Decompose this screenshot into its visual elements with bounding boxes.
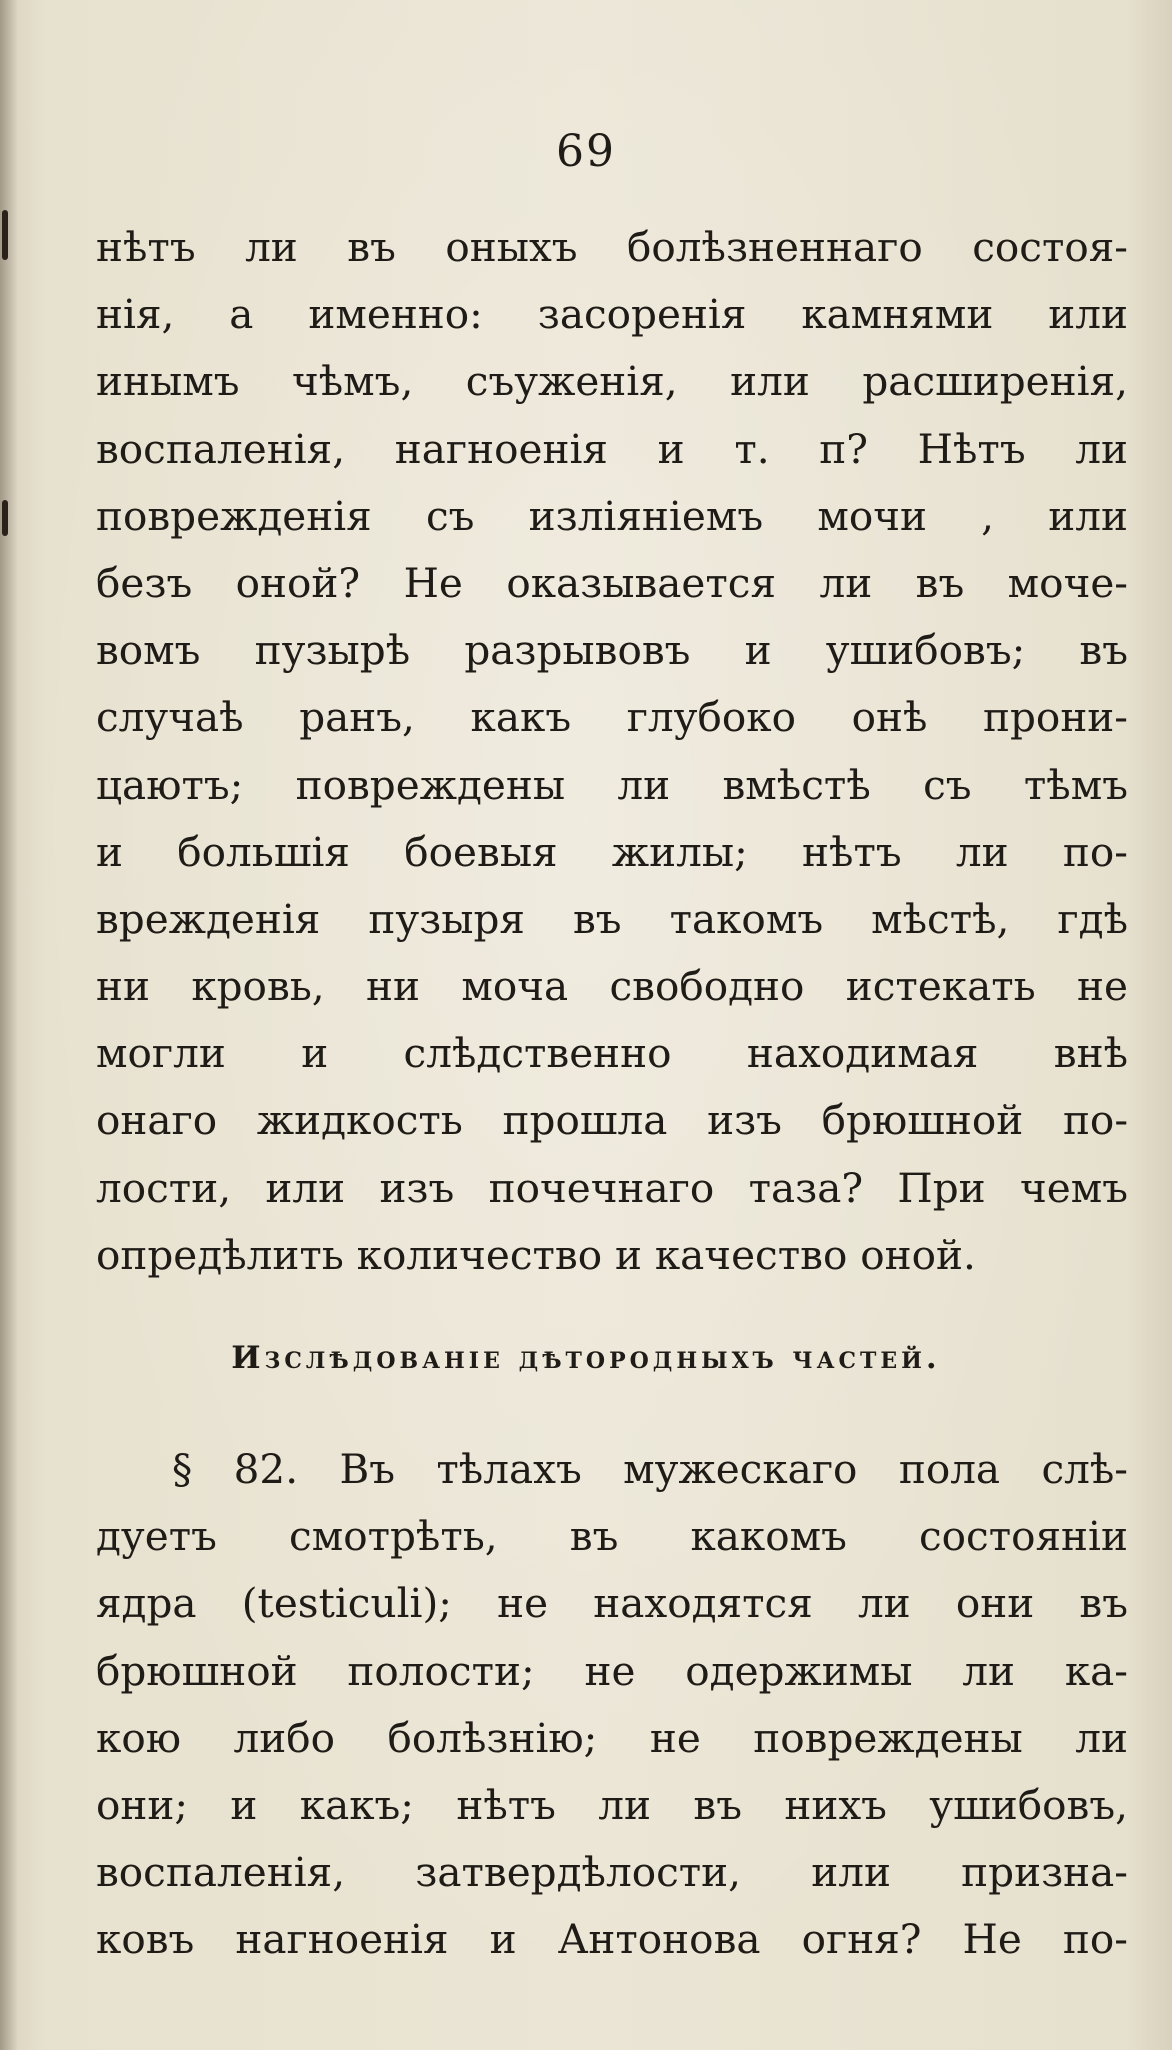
- body-paragraph-2: [96, 1436, 1128, 1974]
- text-line: врежденія пузыря въ такомъ мѣстѣ, гдѣ: [96, 894, 1128, 943]
- text-line: дуетъ смотрѣть, въ какомъ состояніи: [96, 1512, 1128, 1561]
- text-line: онаго жидкость прошла изъ брюшной по-: [96, 1096, 1128, 1145]
- text-line: цаютъ; повреждены ли вмѣстѣ съ тѣмъ: [96, 760, 1128, 809]
- text-line: нѣтъ ли въ оныхъ болѣзненнаго состоя-: [96, 223, 1128, 271]
- section-heading: Изслѣдованіе дѣтородныхъ частей.: [231, 1340, 941, 1376]
- body-paragraph-1: [96, 214, 1128, 1289]
- text-line: и большія боевыя жилы; нѣтъ ли по-: [96, 827, 1128, 876]
- text-line: нія, а именно: засоренія камнями или: [96, 290, 1128, 339]
- text-line: они; и какъ; нѣтъ ли въ нихъ ушибовъ,: [96, 1780, 1128, 1829]
- page-number: 69: [556, 126, 616, 177]
- text-line: поврежденія съ изліяніемъ мочи , или: [96, 491, 1128, 540]
- text-line: брюшной полости; не одержимы ли ка-: [96, 1646, 1128, 1695]
- text-line: могли и слѣдственно находимая внѣ: [96, 1029, 1128, 1078]
- text-line: § 82. Въ тѣлахъ мужескаго пола слѣ-: [172, 1445, 1128, 1493]
- text-line: ковъ нагноенія и Антонова огня? Не по-: [96, 1915, 1128, 1964]
- text-line: инымъ чѣмъ, съуженія, или расширенія,: [96, 357, 1128, 406]
- text-line: случаѣ ранъ, какъ глубоко онѣ прони-: [96, 693, 1128, 742]
- text-line: воспаленія, затвердѣлости, или призна-: [96, 1848, 1128, 1897]
- spine-shadow: [0, 0, 18, 2050]
- text-line: кою либо болѣзнію; не повреждены ли: [96, 1713, 1128, 1762]
- edge-mark: [2, 210, 8, 260]
- text-line: воспаленія, нагноенія и т. п? Нѣтъ ли: [96, 424, 1128, 473]
- text-line: лости, или изъ почечнаго таза? При чемъ: [96, 1163, 1128, 1212]
- text-line: опредѣлить количество и качество оной.: [96, 1230, 976, 1279]
- edge-mark: [2, 500, 8, 536]
- text-line: ни кровь, ни моча свободно истекать не: [96, 962, 1128, 1011]
- text-line: безъ оной? Не оказывается ли въ моче-: [96, 558, 1128, 607]
- text-line: вомъ пузырѣ разрывовъ и ушибовъ; въ: [96, 626, 1128, 675]
- text-line: ядра (testiculi); не находятся ли они въ: [96, 1579, 1128, 1628]
